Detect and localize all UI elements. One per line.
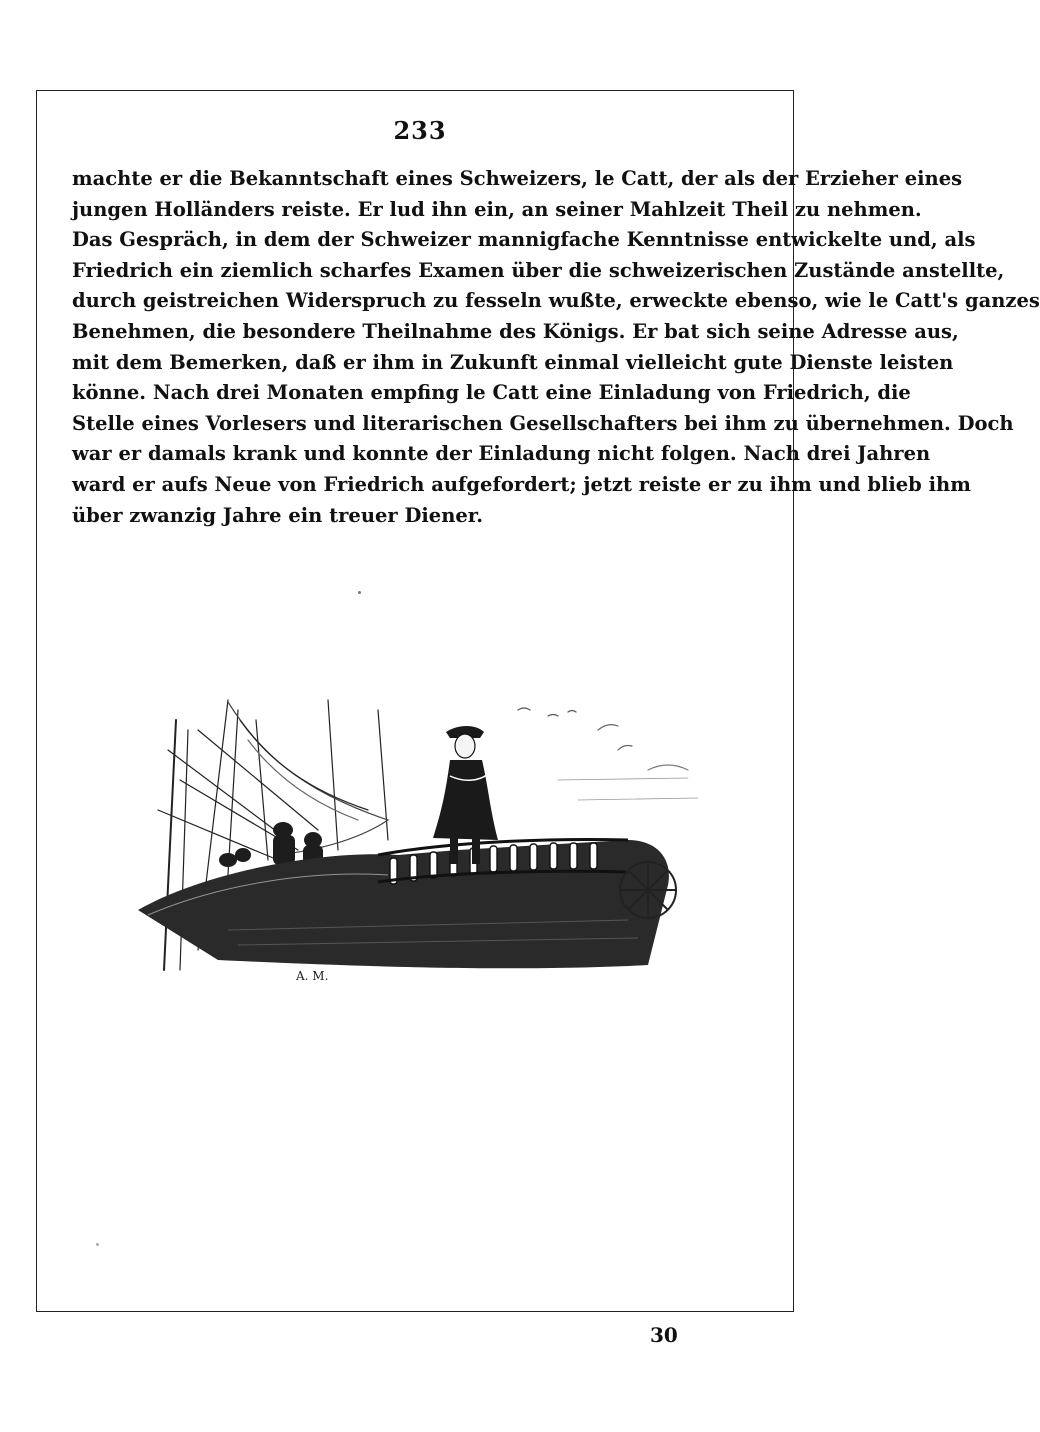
- text-line: über zwanzig Jahre ein treuer Diener.: [72, 503, 484, 527]
- text-line: ward er aufs Neue von Friedrich aufgefordert; jetzt reiste er zu ihm und blieb ihm: [72, 472, 971, 496]
- text-line: war er damals krank und konnte der Einladung nicht folgen. Nach drei Jahren: [72, 442, 931, 466]
- text-line: Das Gespräch, in dem der Schweizer mannigfache Kenntnisse entwickelte und, als: [72, 228, 976, 252]
- text-line: Friedrich ein ziemlich scharfes Examen über die schweizerischen Zustände anstellte,: [72, 258, 1005, 282]
- body-text: [72, 164, 1040, 531]
- signature-mark: 30: [650, 1323, 678, 1347]
- text-line: jungen Holländers reiste. Er lud ihn ein, an seiner Mahlzeit Theil zu nehmen.: [72, 197, 922, 221]
- artist-mark: A. M.: [296, 969, 329, 983]
- text-line: Stelle eines Vorlesers und literarischen Gesellschafters bei ihm zu übernehmen. Doch: [72, 411, 1014, 435]
- page-number: 233: [393, 116, 447, 145]
- print-speck: [96, 1243, 99, 1246]
- print-speck: [358, 591, 361, 594]
- text-line: machte er die Bekanntschaft eines Schweizers, le Catt, der als der Erzieher eines: [72, 167, 963, 190]
- text-line: mit dem Bemerken, daß er ihm in Zukunft einmal vielleicht gute Dienste leisten: [72, 350, 954, 374]
- ship-deck-engraving: [128, 690, 728, 990]
- text-line: könne. Nach drei Monaten empfing le Catt eine Einladung von Friedrich, die: [72, 381, 911, 405]
- text-line: Benehmen, die besondere Theilnahme des Königs. Er bat sich seine Adresse aus,: [72, 319, 959, 343]
- text-line: durch geistreichen Widerspruch zu fesseln wußte, erweckte ebenso, wie le Catt's ganzes: [72, 289, 1040, 313]
